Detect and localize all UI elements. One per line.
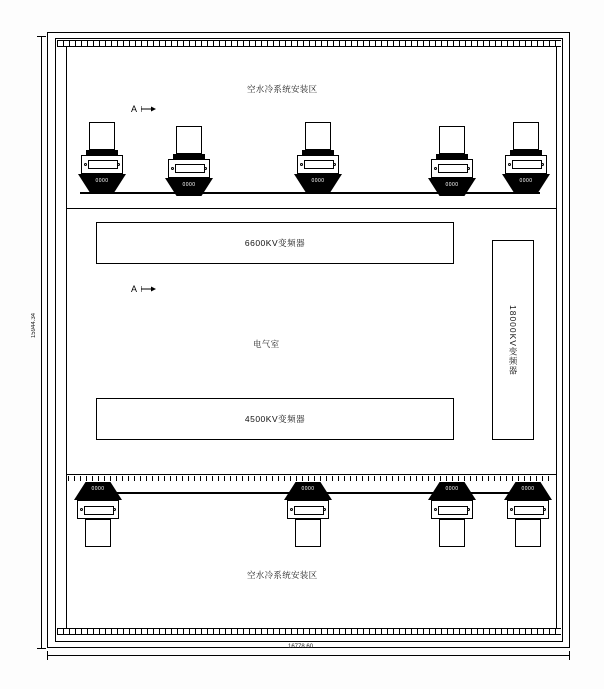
hatch-strip-bottom	[68, 476, 554, 481]
section-marker-a-middle-arrow-icon	[141, 286, 157, 293]
unit-dot-left-icon	[508, 163, 511, 166]
unit-inner-panel	[438, 506, 468, 515]
unit-body	[431, 500, 473, 519]
unit-inner-panel	[512, 160, 542, 169]
unit-dot-left-icon	[80, 508, 83, 511]
unit-dot-left-icon	[434, 167, 437, 170]
unit-hopper-label: 0000	[301, 486, 315, 492]
dimension-tick-left	[47, 651, 48, 660]
unit-inner-panel	[84, 506, 114, 515]
unit-duct	[305, 122, 331, 150]
unit-body	[507, 500, 549, 519]
unit-body	[431, 159, 473, 178]
unit-dot-right-icon	[541, 163, 544, 166]
transformer-block-right-label: 18000KV变频器	[508, 304, 518, 376]
unit-dot-left-icon	[171, 167, 174, 170]
unit-hopper-label: 0000	[521, 486, 535, 492]
unit-body	[77, 500, 119, 519]
transformer-block-upper[interactable]: 6600KV变频器	[96, 222, 454, 264]
unit-hopper-label: 0000	[445, 182, 459, 188]
zone-label-top: 空水冷系统安装区	[247, 84, 318, 94]
equipment-base-line-top	[80, 192, 540, 194]
unit-duct	[89, 122, 115, 150]
unit-dot-left-icon	[434, 508, 437, 511]
unit-duct	[515, 519, 541, 547]
unit-dot-left-icon	[300, 163, 303, 166]
zone-label-bottom: 空水冷系统安装区	[247, 570, 318, 580]
unit-dot-left-icon	[510, 508, 513, 511]
unit-hopper-label: 0000	[91, 486, 105, 492]
unit-hopper-label: 0000	[519, 178, 533, 184]
unit-duct	[85, 519, 111, 547]
dimension-tick-right	[569, 651, 570, 660]
unit-duct	[439, 126, 465, 154]
zone-divider-bottom	[66, 474, 556, 475]
unit-inner-panel	[514, 506, 544, 515]
unit-duct	[295, 519, 321, 547]
wall-line-right	[556, 47, 557, 628]
unit-dot-left-icon	[84, 163, 87, 166]
unit-dot-right-icon	[333, 163, 336, 166]
wall-band-top	[57, 40, 561, 47]
wall-band-bottom	[57, 628, 561, 635]
unit-duct	[513, 122, 539, 150]
unit-body	[81, 155, 123, 174]
unit-dot-right-icon	[543, 508, 546, 511]
unit-duct	[439, 519, 465, 547]
unit-hopper-label: 0000	[311, 178, 325, 184]
dimension-label-vertical: 15944.34	[31, 313, 37, 339]
section-marker-a-top-label: A	[131, 104, 138, 114]
transformer-block-right[interactable]	[492, 240, 534, 440]
unit-hopper-label: 0000	[182, 182, 196, 188]
unit-inner-panel	[88, 160, 118, 169]
dimension-tick-bottom	[37, 648, 46, 649]
section-marker-a-middle-label: A	[131, 284, 138, 294]
unit-dot-right-icon	[467, 508, 470, 511]
section-marker-a-top-arrow-icon	[141, 106, 157, 113]
unit-inner-panel	[304, 160, 334, 169]
unit-hopper-label: 0000	[445, 486, 459, 492]
unit-dot-right-icon	[117, 163, 120, 166]
unit-dot-right-icon	[323, 508, 326, 511]
unit-duct	[176, 126, 202, 154]
unit-dot-right-icon	[467, 167, 470, 170]
unit-dot-right-icon	[204, 167, 207, 170]
unit-body	[297, 155, 339, 174]
unit-dot-left-icon	[290, 508, 293, 511]
dimension-line-horizontal	[47, 655, 570, 656]
zone-label-middle: 电气室	[253, 339, 280, 349]
unit-body	[505, 155, 547, 174]
dimension-tick-top	[37, 36, 46, 37]
wall-line-left	[66, 47, 67, 628]
unit-body	[287, 500, 329, 519]
unit-hopper-label: 0000	[95, 178, 109, 184]
dimension-line-vertical	[41, 36, 42, 648]
transformer-block-lower[interactable]: 4500KV变频器	[96, 398, 454, 440]
unit-inner-panel	[438, 164, 468, 173]
unit-inner-panel	[294, 506, 324, 515]
zone-divider-top	[66, 208, 556, 209]
unit-body	[168, 159, 210, 178]
unit-inner-panel	[175, 164, 205, 173]
dimension-label-horizontal: 16778.60	[288, 644, 314, 650]
unit-dot-right-icon	[113, 508, 116, 511]
